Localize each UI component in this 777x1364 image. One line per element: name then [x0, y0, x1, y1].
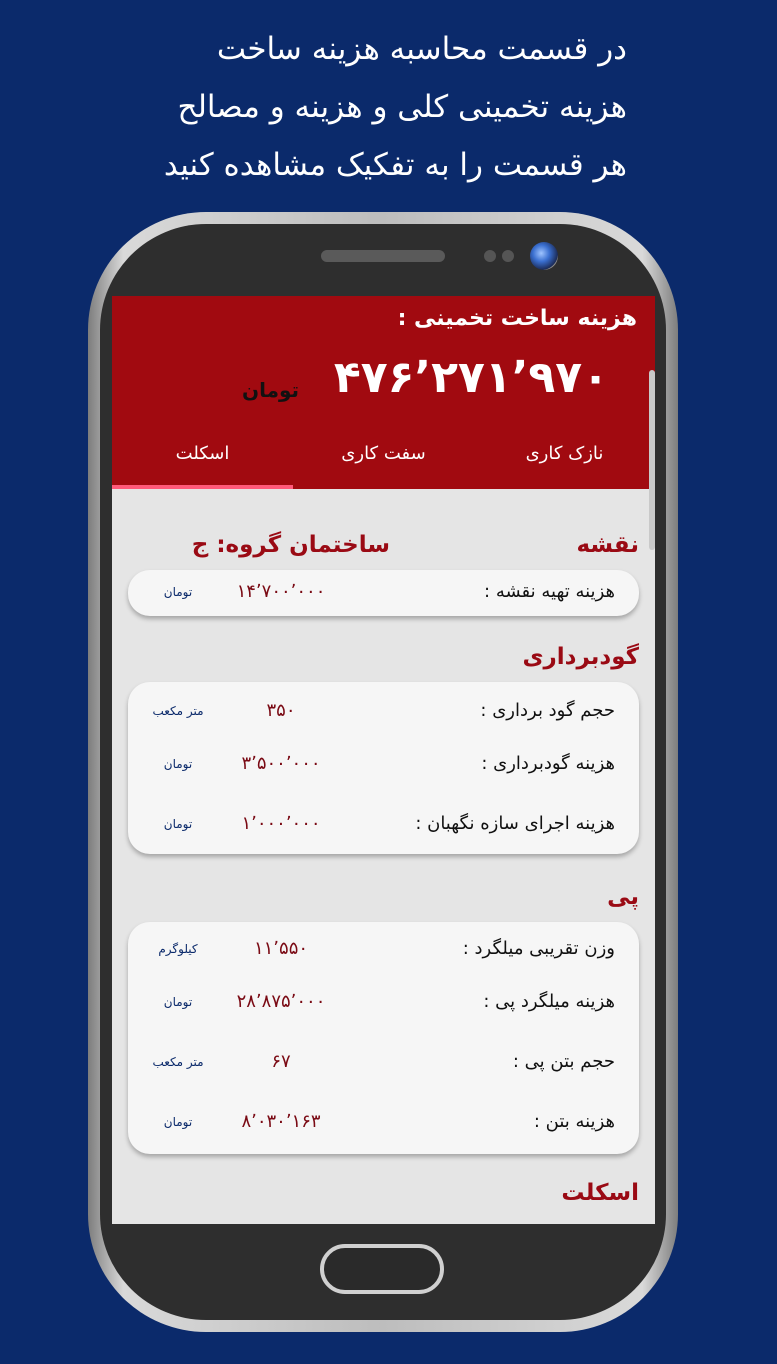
tab-skeleton[interactable]: اسکلت: [112, 426, 293, 489]
promo-line-3: هر قسمت را به تفکیک مشاهده کنید: [163, 147, 627, 183]
sensor-dot: [484, 250, 496, 262]
excavation-card: [128, 682, 639, 854]
row-value: ۸٬۰۳۰٬۱۶۳: [241, 1111, 321, 1132]
scrollbar[interactable]: [649, 370, 655, 550]
app-screen: [112, 296, 655, 1224]
tab-rough-work[interactable]: سفت کاری: [341, 443, 426, 464]
row-label: هزینه میلگرد پی :: [483, 991, 615, 1012]
row-unit: تومان: [163, 1115, 193, 1129]
estimated-cost-unit: تومان: [242, 378, 300, 402]
row-value: ۱۴٬۷۰۰٬۰۰۰: [236, 581, 326, 602]
foundation-card: [128, 922, 639, 1154]
row-label: هزینه تهیه نقشه :: [484, 581, 615, 602]
row-value: ۲۸٬۸۷۵٬۰۰۰: [236, 991, 326, 1012]
list-item: [128, 745, 639, 785]
estimated-cost-title: هزینه ساخت تخمینی :: [397, 306, 637, 331]
sensor-dot: [502, 250, 514, 262]
map-card: [128, 570, 639, 616]
row-value: ۶۷: [271, 1051, 291, 1072]
list-item: [128, 983, 639, 1023]
row-label: حجم بتن پی :: [512, 1051, 615, 1072]
row-unit: تومان: [163, 757, 193, 771]
promo-text: [67, 20, 627, 194]
list-item: [128, 692, 639, 732]
building-group-label: ساختمان گروه: ج: [191, 532, 390, 558]
cost-header: [112, 296, 655, 489]
list-item: [128, 930, 639, 970]
row-value: ۳٬۵۰۰٬۰۰۰: [241, 753, 321, 774]
promo-line-2: هزینه تخمینی کلی و هزینه و مصالح: [177, 89, 627, 125]
section-title-skeleton: اسکلت: [561, 1180, 639, 1206]
row-value: ۱۱٬۵۵۰: [253, 938, 309, 959]
home-button[interactable]: [320, 1244, 444, 1294]
row-label: هزینه اجرای سازه نگهبان :: [415, 813, 615, 834]
row-label: وزن تقریبی میلگرد :: [462, 938, 615, 959]
tab-finishing[interactable]: نازک کاری: [525, 443, 604, 464]
promo-line-1: در قسمت محاسبه هزینه ساخت: [216, 31, 627, 67]
list-item: [128, 1103, 639, 1143]
list-item: [128, 1043, 639, 1083]
section-title-foundation: پی: [607, 884, 639, 910]
section-title-map: نقشه: [576, 532, 639, 558]
row-label: حجم گود برداری :: [480, 700, 615, 721]
row-label: هزینه بتن :: [533, 1111, 615, 1132]
tab-bar: [112, 426, 655, 489]
estimated-cost-amount: ۴۷۶٬۲۷۱٬۹۷۰: [333, 352, 609, 403]
row-unit: متر مکعب: [152, 704, 204, 718]
camera-icon: [530, 242, 558, 270]
list-item: [128, 573, 639, 613]
row-unit: کیلوگرم: [158, 942, 198, 956]
row-value: ۳۵۰: [266, 700, 296, 721]
row-unit: تومان: [163, 995, 193, 1009]
row-unit: متر مکعب: [152, 1055, 204, 1069]
row-label: هزینه گودبرداری :: [481, 753, 615, 774]
list-item: [128, 805, 639, 845]
row-unit: تومان: [163, 585, 193, 599]
section-title-excavation: گودبرداری: [522, 644, 639, 670]
row-value: ۱٬۰۰۰٬۰۰۰: [241, 813, 321, 834]
row-unit: تومان: [163, 817, 193, 831]
speaker-grille: [321, 250, 445, 262]
